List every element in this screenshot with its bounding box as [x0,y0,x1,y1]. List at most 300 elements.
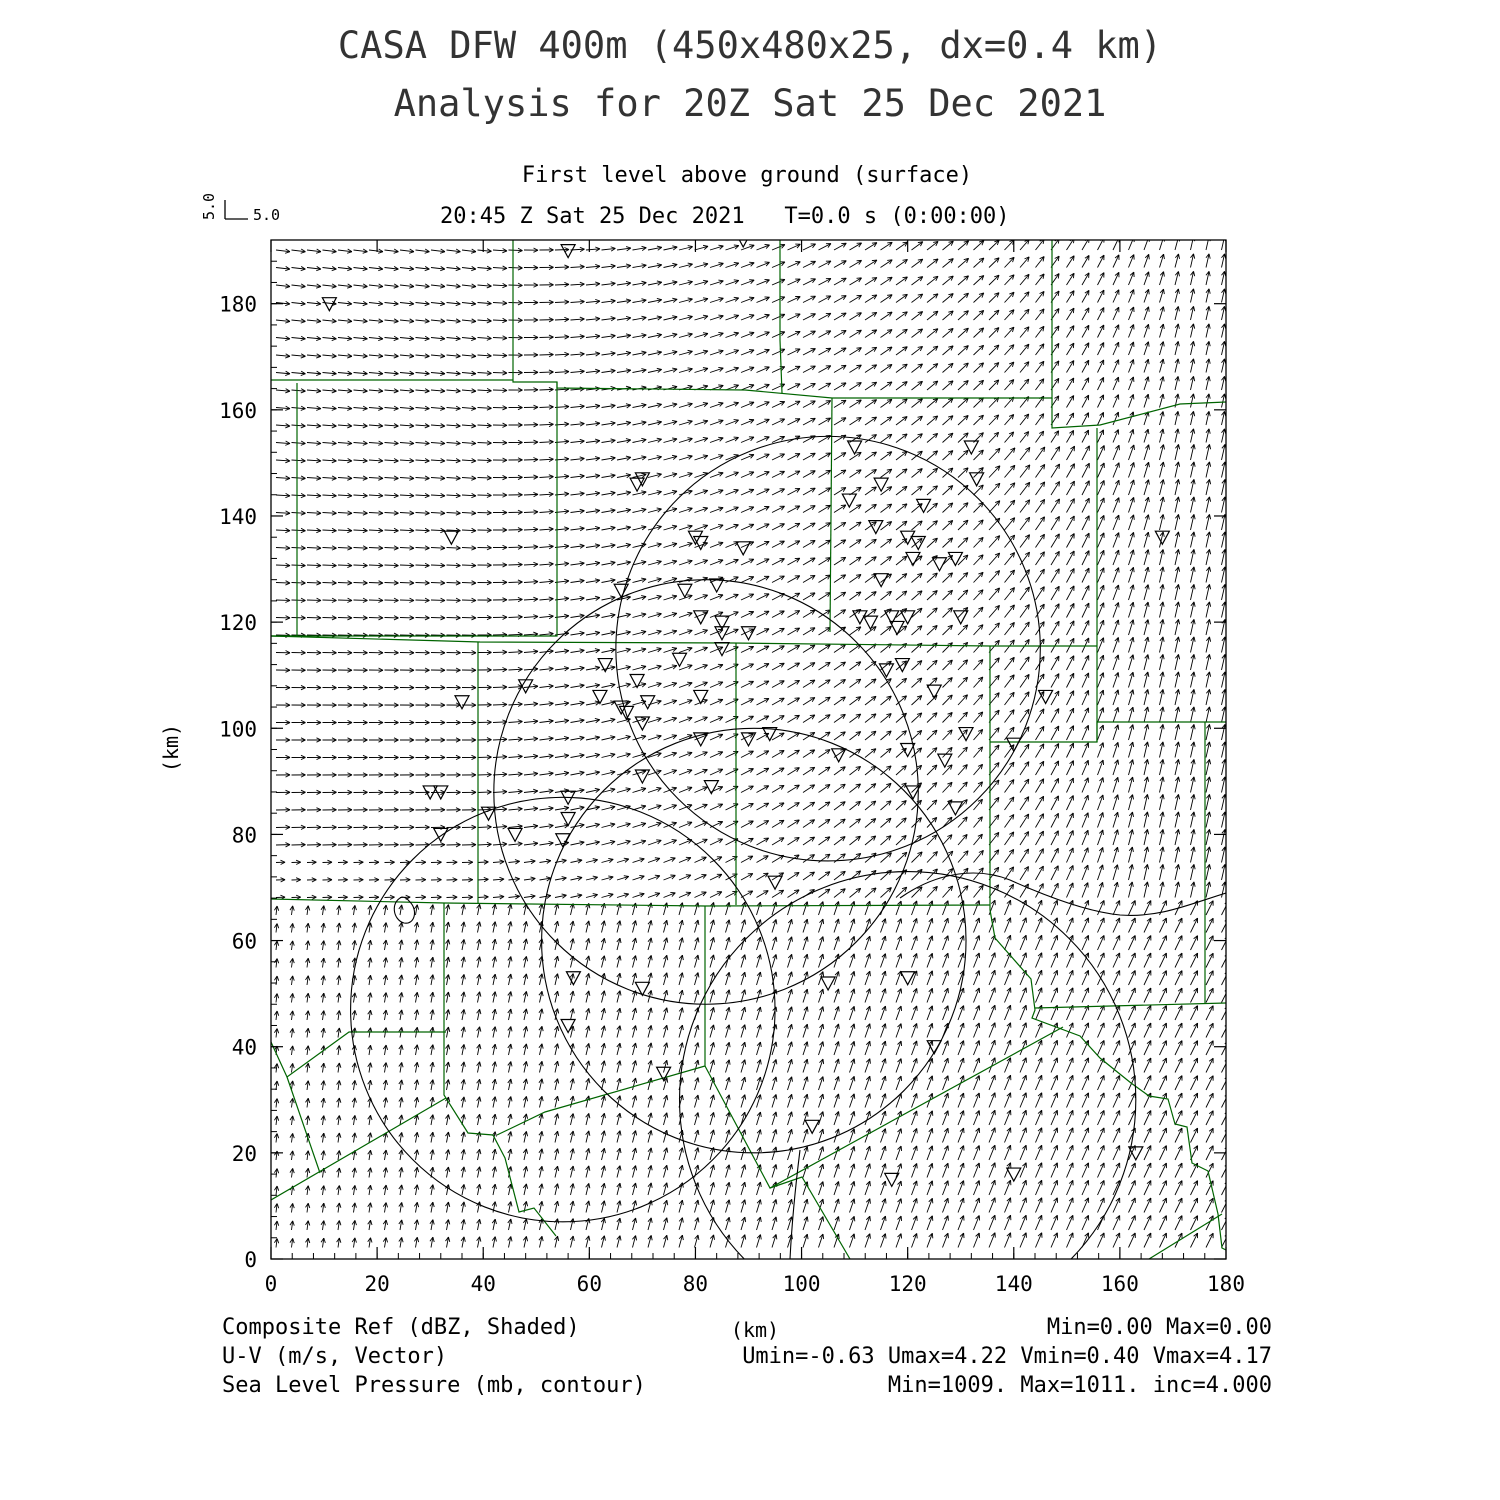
wind-vector-head [641,264,646,265]
wind-vector-head [703,280,708,281]
wind-vector-head [610,596,615,597]
wind-vector [834,383,846,390]
wind-vector-head [1163,377,1164,382]
wind-vector-head [1210,567,1211,572]
wind-vector-head [1148,532,1149,537]
wind-vector-head [1133,637,1134,642]
wind-vector-head [425,409,430,411]
wind-vector [958,415,968,425]
wind-vector [1082,621,1089,635]
wind-vector-head [378,374,383,376]
wind-vector-head [657,525,662,526]
wind-vector-head [718,367,723,368]
wind-vector-head [456,391,461,393]
wind-vector-head [595,247,600,249]
wind-vector-head [688,263,693,264]
wind-vector-head [1148,654,1149,659]
wind-vector [881,277,893,285]
wind-vector [819,558,831,565]
wind-vector [865,417,877,425]
wind-vector-head [688,333,693,334]
wind-vector [1051,464,1060,477]
wind-vector-head [641,491,646,492]
wind-vector-head [1210,672,1211,677]
wind-vector [1020,482,1030,495]
wind-vector-head [810,663,815,664]
wind-vector-head [409,252,414,254]
wind-vector [1067,621,1074,635]
wind-vector-head [332,356,337,358]
wind-vector-head [1163,532,1164,537]
wind-vector-head [1210,549,1211,554]
wind-vector-head [456,269,461,271]
wind-vector [819,418,831,425]
wind-vector [540,407,554,408]
wind-vector-head [641,386,646,387]
wind-vector [834,645,846,653]
wind-vector [462,565,476,566]
wind-vector-head [672,455,677,456]
wind-vector [416,565,430,566]
wind-vector [819,575,831,582]
wind-vector-head [471,356,476,358]
wind-vector-head [825,593,830,594]
wind-vector-head [641,299,646,300]
wind-vector-head [580,527,585,529]
wind-vector-head [595,282,600,284]
wind-vector [943,590,953,600]
wind-vector-head [1148,515,1149,520]
wind-vector [1082,378,1089,390]
wind-vector-head [1163,672,1164,677]
wind-vector-head [1179,602,1180,607]
wind-vector [400,583,414,584]
wind-vector [850,592,861,600]
wind-vector [834,592,846,600]
wind-vector [400,530,414,531]
wind-vector [865,469,876,477]
wind-vector-head [1179,672,1180,677]
wind-vector-head [595,649,600,650]
wind-vector [989,432,999,442]
wind-vector-head [1163,619,1164,624]
wind-vector-head [1163,359,1164,364]
wind-vector-head [285,374,290,376]
wind-vector-head [734,262,739,263]
wind-vector-head [1163,497,1164,502]
wind-vector [307,548,321,549]
wind-vector [819,366,831,373]
wind-vector [865,243,877,250]
wind-vector [974,555,984,565]
wind-vector [1005,622,1015,635]
wind-vector-head [641,281,646,282]
wind-vector-head [734,245,739,246]
wind-vector-head [626,369,631,370]
wind-vector-head [487,321,492,323]
wind-vector-head [1210,654,1211,659]
wind-vector [1067,326,1074,338]
wind-vector-head [347,374,352,376]
wind-vector-head [610,579,615,580]
vector-key-v-label: 5.0 [200,192,218,220]
wind-vector-head [378,426,383,428]
wind-vector-head [718,455,723,456]
wind-vector-head [656,683,661,684]
wind-vector-head [533,632,538,634]
wind-vector-head [1149,480,1150,485]
wind-vector [385,583,399,584]
wind-vector [354,565,368,566]
wind-vector [1082,568,1089,582]
wind-vector-head [301,374,306,376]
wind-vector [1005,465,1015,477]
wind-vector-head [347,409,352,411]
wind-vector-head [841,505,846,506]
wind-vector-head [580,335,585,337]
wind-vector [1067,568,1075,582]
wind-vector-head [611,404,616,405]
wind-vector-head [1210,584,1211,589]
wind-vector [943,660,953,670]
wind-vector-head [1148,620,1149,625]
wind-vector [819,662,831,670]
wind-vector-head [1163,429,1164,434]
wind-vector [1082,446,1089,460]
wind-vector-head [626,316,631,317]
wind-vector-head [1134,515,1135,520]
wind-vector [1020,517,1030,530]
wind-vector [881,260,893,268]
wind-vector-head [1148,672,1149,677]
wind-vector-head [872,243,877,244]
wind-vector [834,418,846,425]
wind-vector-head [425,269,430,271]
wind-vector [927,608,937,618]
wind-vector-head [301,356,306,358]
wind-vector [819,627,831,635]
wind-vector-head [285,321,290,323]
wind-vector [974,310,984,320]
wind-vector-head [641,403,646,404]
wind-vector-head [1163,394,1164,399]
wind-vector-head [657,316,662,317]
wind-vector-head [595,369,600,371]
wind-vector-head [425,252,430,254]
wind-vector [974,345,984,355]
wind-vector [989,483,1000,495]
wind-vector [1067,308,1074,320]
wind-vector-head [1163,342,1164,347]
wind-vector [1067,516,1075,530]
wind-vector-head [316,287,321,289]
wind-vector-head [611,386,616,387]
wind-vector [834,313,846,320]
wind-vector [1082,360,1089,372]
wind-vector [850,330,862,337]
wind-vector-head [687,577,692,578]
wind-vector [819,523,831,530]
wind-vector [1067,673,1074,687]
wind-vector-head [580,666,585,667]
wind-vector-head [1178,376,1179,381]
wind-vector [1036,569,1045,582]
wind-vector-head [1148,585,1149,590]
wind-vector-head [841,435,846,436]
wind-vector-head [1210,497,1211,502]
wind-vector [1036,552,1045,565]
wind-vector-head [688,368,693,369]
wind-vector [819,505,831,512]
wind-vector-head [1210,462,1211,467]
wind-vector-head [1148,602,1149,607]
wind-vector [850,400,862,408]
wind-vector [958,398,968,408]
wind-vector-head [425,321,430,323]
wind-vector-head [672,665,677,666]
wind-vector-head [1179,497,1180,502]
wind-vector-head [703,403,708,404]
wind-vector-head [610,683,615,684]
wind-vector [1020,692,1029,705]
wind-vector-head [626,526,631,527]
wind-vector-head [856,417,861,418]
wind-vector-head [580,562,585,564]
wind-vector [974,293,984,303]
wind-vector [865,504,876,512]
wind-vector-head [657,473,662,474]
wind-vector-head [378,269,383,271]
wind-vector-head [1149,497,1150,502]
wind-vector [1051,674,1059,688]
wind-vector [509,582,523,583]
wind-vector [788,558,800,565]
wind-vector-head [688,281,693,282]
wind-vector-head [1194,479,1195,484]
wind-vector [943,520,953,530]
wind-vector-head [1163,584,1164,589]
wind-vector [1036,587,1045,600]
wind-vector-head [1210,619,1211,624]
wind-vector-head [564,614,569,616]
wind-vector-head [440,269,445,271]
wind-vector [958,520,968,530]
wind-vector-head [316,356,321,358]
wind-vector [772,663,784,670]
wind-vector-head [440,339,445,341]
wind-vector-head [580,369,585,371]
wind-vector-head [332,426,337,428]
wind-vector-head [734,297,739,298]
wind-vector-head [672,578,677,579]
wind-vector-head [626,299,631,300]
wind-vector-head [301,287,306,289]
wind-vector-head [672,700,677,701]
wind-vector-head [595,264,600,266]
wind-vector-head [1179,654,1180,659]
wind-vector [1005,553,1015,565]
wind-vector-head [718,402,723,403]
wind-vector-head [549,684,554,686]
wind-vector [447,583,461,584]
wind-vector-head [580,579,585,581]
wind-vector-head [626,439,631,440]
wind-vector [1051,621,1059,635]
wind-vector [524,477,538,478]
wind-vector-head [332,374,337,376]
wind-vector-head [626,648,631,649]
wind-vector [989,588,1000,600]
wind-vector-head [610,631,615,632]
wind-vector [989,605,999,617]
wind-vector [493,704,507,705]
wind-vector-head [1149,307,1150,312]
wind-vector [819,488,831,495]
wind-vector-head [285,409,290,411]
wind-vector-head [672,438,677,439]
wind-vector [1067,378,1074,390]
wind-vector-head [1148,550,1149,555]
wind-vector-head [332,409,337,411]
wind-vector-head [564,562,569,564]
wind-vector-head [564,509,569,511]
wind-vector [803,698,815,705]
wind-vector-head [363,426,368,428]
wind-vector [958,485,968,495]
wind-vector-head [672,613,677,614]
wind-vector-head [363,356,368,358]
wind-vector-head [1194,584,1195,589]
wind-vector-head [872,295,877,296]
wind-vector-head [564,492,569,494]
wind-vector [850,522,862,530]
wind-vector [1051,431,1059,443]
wind-vector [1020,605,1029,618]
wind-vector-head [641,438,646,439]
wind-vector [974,520,984,530]
wind-vector [540,372,554,373]
wind-vector [819,383,831,390]
wind-vector [881,417,892,425]
wind-vector-head [595,561,600,562]
wind-vector-head [456,321,461,323]
wind-vector-head [610,509,615,510]
wind-vector [974,502,984,512]
wind-vector-head [1194,411,1195,416]
wind-vector-head [672,316,677,317]
wind-vector-head [641,369,646,370]
wind-vector [1067,256,1075,268]
wind-vector [1222,236,1225,250]
wind-vector [989,258,999,268]
wind-vector [834,697,845,705]
level-label: First level above ground (surface) [521,163,973,188]
wind-vector-head [656,700,661,701]
wind-vector [943,678,953,688]
wind-vector [834,365,846,372]
wind-vector-head [1163,549,1164,554]
wind-vector [338,548,352,549]
wind-vector-head [703,490,708,491]
wind-vector-head [688,298,693,299]
wind-vector [865,295,877,303]
wind-vector-head [1194,637,1195,642]
wind-vector [974,380,984,390]
wind-vector-head [549,667,554,669]
wind-vector-head [440,426,445,428]
wind-vector [1082,308,1089,320]
wind-vector-head [688,350,693,351]
wind-vector-head [363,287,368,289]
wind-vector [1113,237,1119,250]
wind-vector [865,312,877,320]
wind-vector-head [856,400,861,401]
wind-vector-head [641,334,646,335]
wind-vector [974,398,984,408]
wind-vector [323,548,337,549]
wind-vector-head [718,298,723,299]
wind-vector [276,548,290,549]
wind-vector-head [1148,342,1149,347]
wind-vector [896,294,907,302]
wind-vector-head [1178,394,1179,399]
wind-vector-head [595,631,600,632]
wind-vector-head [409,409,414,411]
wind-vector-head [378,252,383,254]
wind-vector-head [487,304,492,306]
wind-vector-head [425,287,430,289]
wind-vector-head [1074,238,1075,243]
wind-vector-head [425,426,430,428]
wind-vector [555,319,569,320]
wind-vector-head [672,595,677,596]
wind-vector [1005,692,1015,705]
wind-vector [1051,691,1059,705]
wind-vector-head [579,684,584,685]
wind-vector [493,320,507,321]
vector-scale-key [200,193,280,224]
wind-vector-head [626,508,631,509]
wind-vector [803,680,815,687]
wind-vector-head [549,649,554,651]
wind-vector-head [363,339,368,341]
wind-vector [1020,500,1030,513]
wind-vector [1020,674,1029,687]
wind-vector [369,530,383,531]
wind-vector-head [440,287,445,289]
wind-vector-head [1179,514,1180,519]
wind-vector-head [657,438,662,439]
wind-vector-head [580,404,585,406]
wind-vector [974,363,984,373]
wind-vector-head [1194,444,1195,449]
wind-vector-head [1163,637,1164,642]
wind-vector-head [1149,254,1150,259]
wind-vector [989,518,1000,530]
wind-vector [292,548,306,549]
wind-vector-head [626,561,631,562]
wind-vector [493,355,507,356]
wind-vector [881,330,893,338]
wind-vector [354,548,368,549]
wind-vector-head [626,404,631,405]
wind-vector-head [611,247,616,249]
wind-vector-head [580,614,585,615]
wind-vector [1206,236,1209,250]
wind-vector-head [657,491,662,492]
wind-vector-head [734,315,739,316]
wind-vector [1005,448,1015,460]
